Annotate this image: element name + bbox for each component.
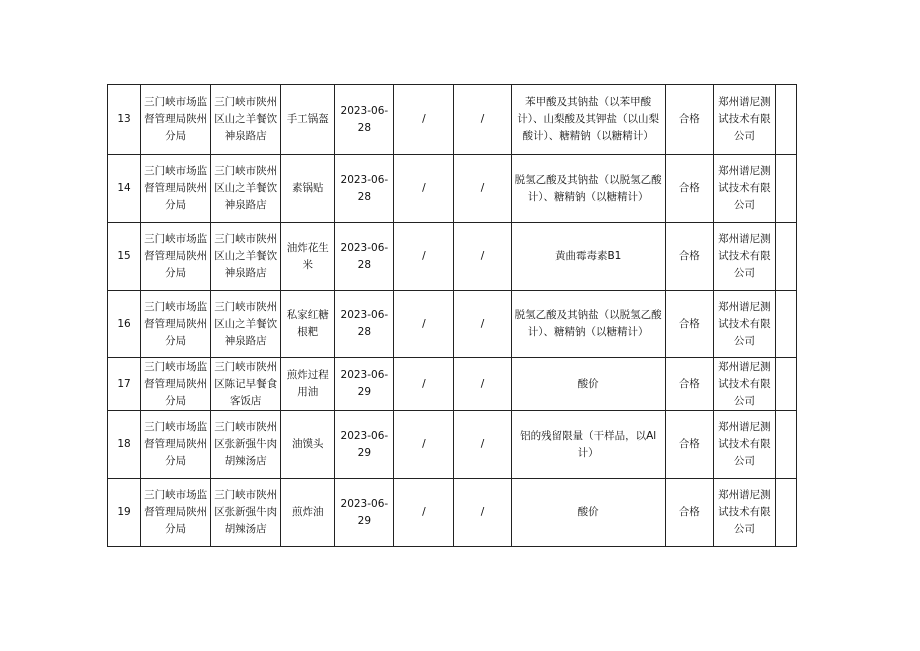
blank-field: / [454,155,511,223]
testing-lab: 郑州谱尼测试技术有限公司 [713,411,775,479]
row-number: 13 [108,85,141,155]
sampling-date: 2023-06-28 [335,155,394,223]
sampled-unit: 三门峡市陕州区山之羊餐饮神泉路店 [211,291,281,358]
testing-lab: 郑州谱尼测试技术有限公司 [713,358,775,411]
sampling-date: 2023-06-28 [335,85,394,155]
inspecting-agency: 三门峡市场监督管理局陕州分局 [141,358,211,411]
blank-field: / [454,223,511,291]
inspecting-agency: 三门峡市场监督管理局陕州分局 [141,479,211,547]
testing-lab: 郑州谱尼测试技术有限公司 [713,479,775,547]
blank-field: / [394,291,454,358]
testing-lab: 郑州谱尼测试技术有限公司 [713,291,775,358]
remark-cell [775,479,796,547]
sampling-date: 2023-06-29 [335,479,394,547]
test-result: 合格 [665,358,713,411]
row-number: 18 [108,411,141,479]
test-items: 黄曲霉毒素B1 [511,223,665,291]
sampled-unit: 三门峡市陕州区山之羊餐饮神泉路店 [211,223,281,291]
blank-field: / [394,358,454,411]
remark-cell [775,411,796,479]
blank-field: / [454,291,511,358]
test-items: 苯甲酸及其钠盐（以苯甲酸计）、山梨酸及其钾盐（以山梨酸计）、糖精钠（以糖精计） [511,85,665,155]
test-items: 酸价 [511,479,665,547]
sampling-date: 2023-06-28 [335,291,394,358]
row-number: 17 [108,358,141,411]
blank-field: / [394,85,454,155]
product-name: 煎炸油 [281,479,335,547]
inspecting-agency: 三门峡市场监督管理局陕州分局 [141,223,211,291]
blank-field: / [454,411,511,479]
row-number: 16 [108,291,141,358]
table-row [108,411,797,479]
test-result: 合格 [665,155,713,223]
test-items: 铝的残留限量（干样品，以Al计） [511,411,665,479]
test-result: 合格 [665,85,713,155]
inspecting-agency: 三门峡市场监督管理局陕州分局 [141,411,211,479]
inspecting-agency: 三门峡市场监督管理局陕州分局 [141,85,211,155]
table-body [108,85,797,547]
product-name: 手工锅盔 [281,85,335,155]
product-name: 油馍头 [281,411,335,479]
sampling-date: 2023-06-28 [335,223,394,291]
test-result: 合格 [665,223,713,291]
test-items: 酸价 [511,358,665,411]
table-row [108,223,797,291]
sampled-unit: 三门峡市陕州区张新强牛肉胡辣汤店 [211,411,281,479]
table-row [108,291,797,358]
row-number: 14 [108,155,141,223]
blank-field: / [454,479,511,547]
test-result: 合格 [665,411,713,479]
product-name: 私家红糖根粑 [281,291,335,358]
sampling-date: 2023-06-29 [335,411,394,479]
table-row [108,358,797,411]
remark-cell [775,358,796,411]
testing-lab: 郑州谱尼测试技术有限公司 [713,85,775,155]
inspecting-agency: 三门峡市场监督管理局陕州分局 [141,155,211,223]
test-items: 脱氢乙酸及其钠盐（以脱氢乙酸计）、糖精钠（以糖精计） [511,155,665,223]
table-row [108,155,797,223]
product-name: 素锅贴 [281,155,335,223]
blank-field: / [454,358,511,411]
sampled-unit: 三门峡市陕州区山之羊餐饮神泉路店 [211,85,281,155]
blank-field: / [394,479,454,547]
remark-cell [775,155,796,223]
blank-field: / [454,85,511,155]
inspecting-agency: 三门峡市场监督管理局陕州分局 [141,291,211,358]
product-name: 油炸花生米 [281,223,335,291]
row-number: 15 [108,223,141,291]
sampled-unit: 三门峡市陕州区陈记早餐食客饭店 [211,358,281,411]
remark-cell [775,223,796,291]
sampled-unit: 三门峡市陕州区张新强牛肉胡辣汤店 [211,479,281,547]
blank-field: / [394,223,454,291]
testing-lab: 郑州谱尼测试技术有限公司 [713,155,775,223]
testing-lab: 郑州谱尼测试技术有限公司 [713,223,775,291]
remark-cell [775,291,796,358]
row-number: 19 [108,479,141,547]
test-items: 脱氢乙酸及其钠盐（以脱氢乙酸计）、糖精钠（以糖精计） [511,291,665,358]
sampled-unit: 三门峡市陕州区山之羊餐饮神泉路店 [211,155,281,223]
remark-cell [775,85,796,155]
table-row [108,85,797,155]
test-result: 合格 [665,291,713,358]
table-row [108,479,797,547]
test-result: 合格 [665,479,713,547]
blank-field: / [394,411,454,479]
blank-field: / [394,155,454,223]
product-name: 煎炸过程用油 [281,358,335,411]
sampling-date: 2023-06-29 [335,358,394,411]
inspection-results-table [107,84,797,547]
